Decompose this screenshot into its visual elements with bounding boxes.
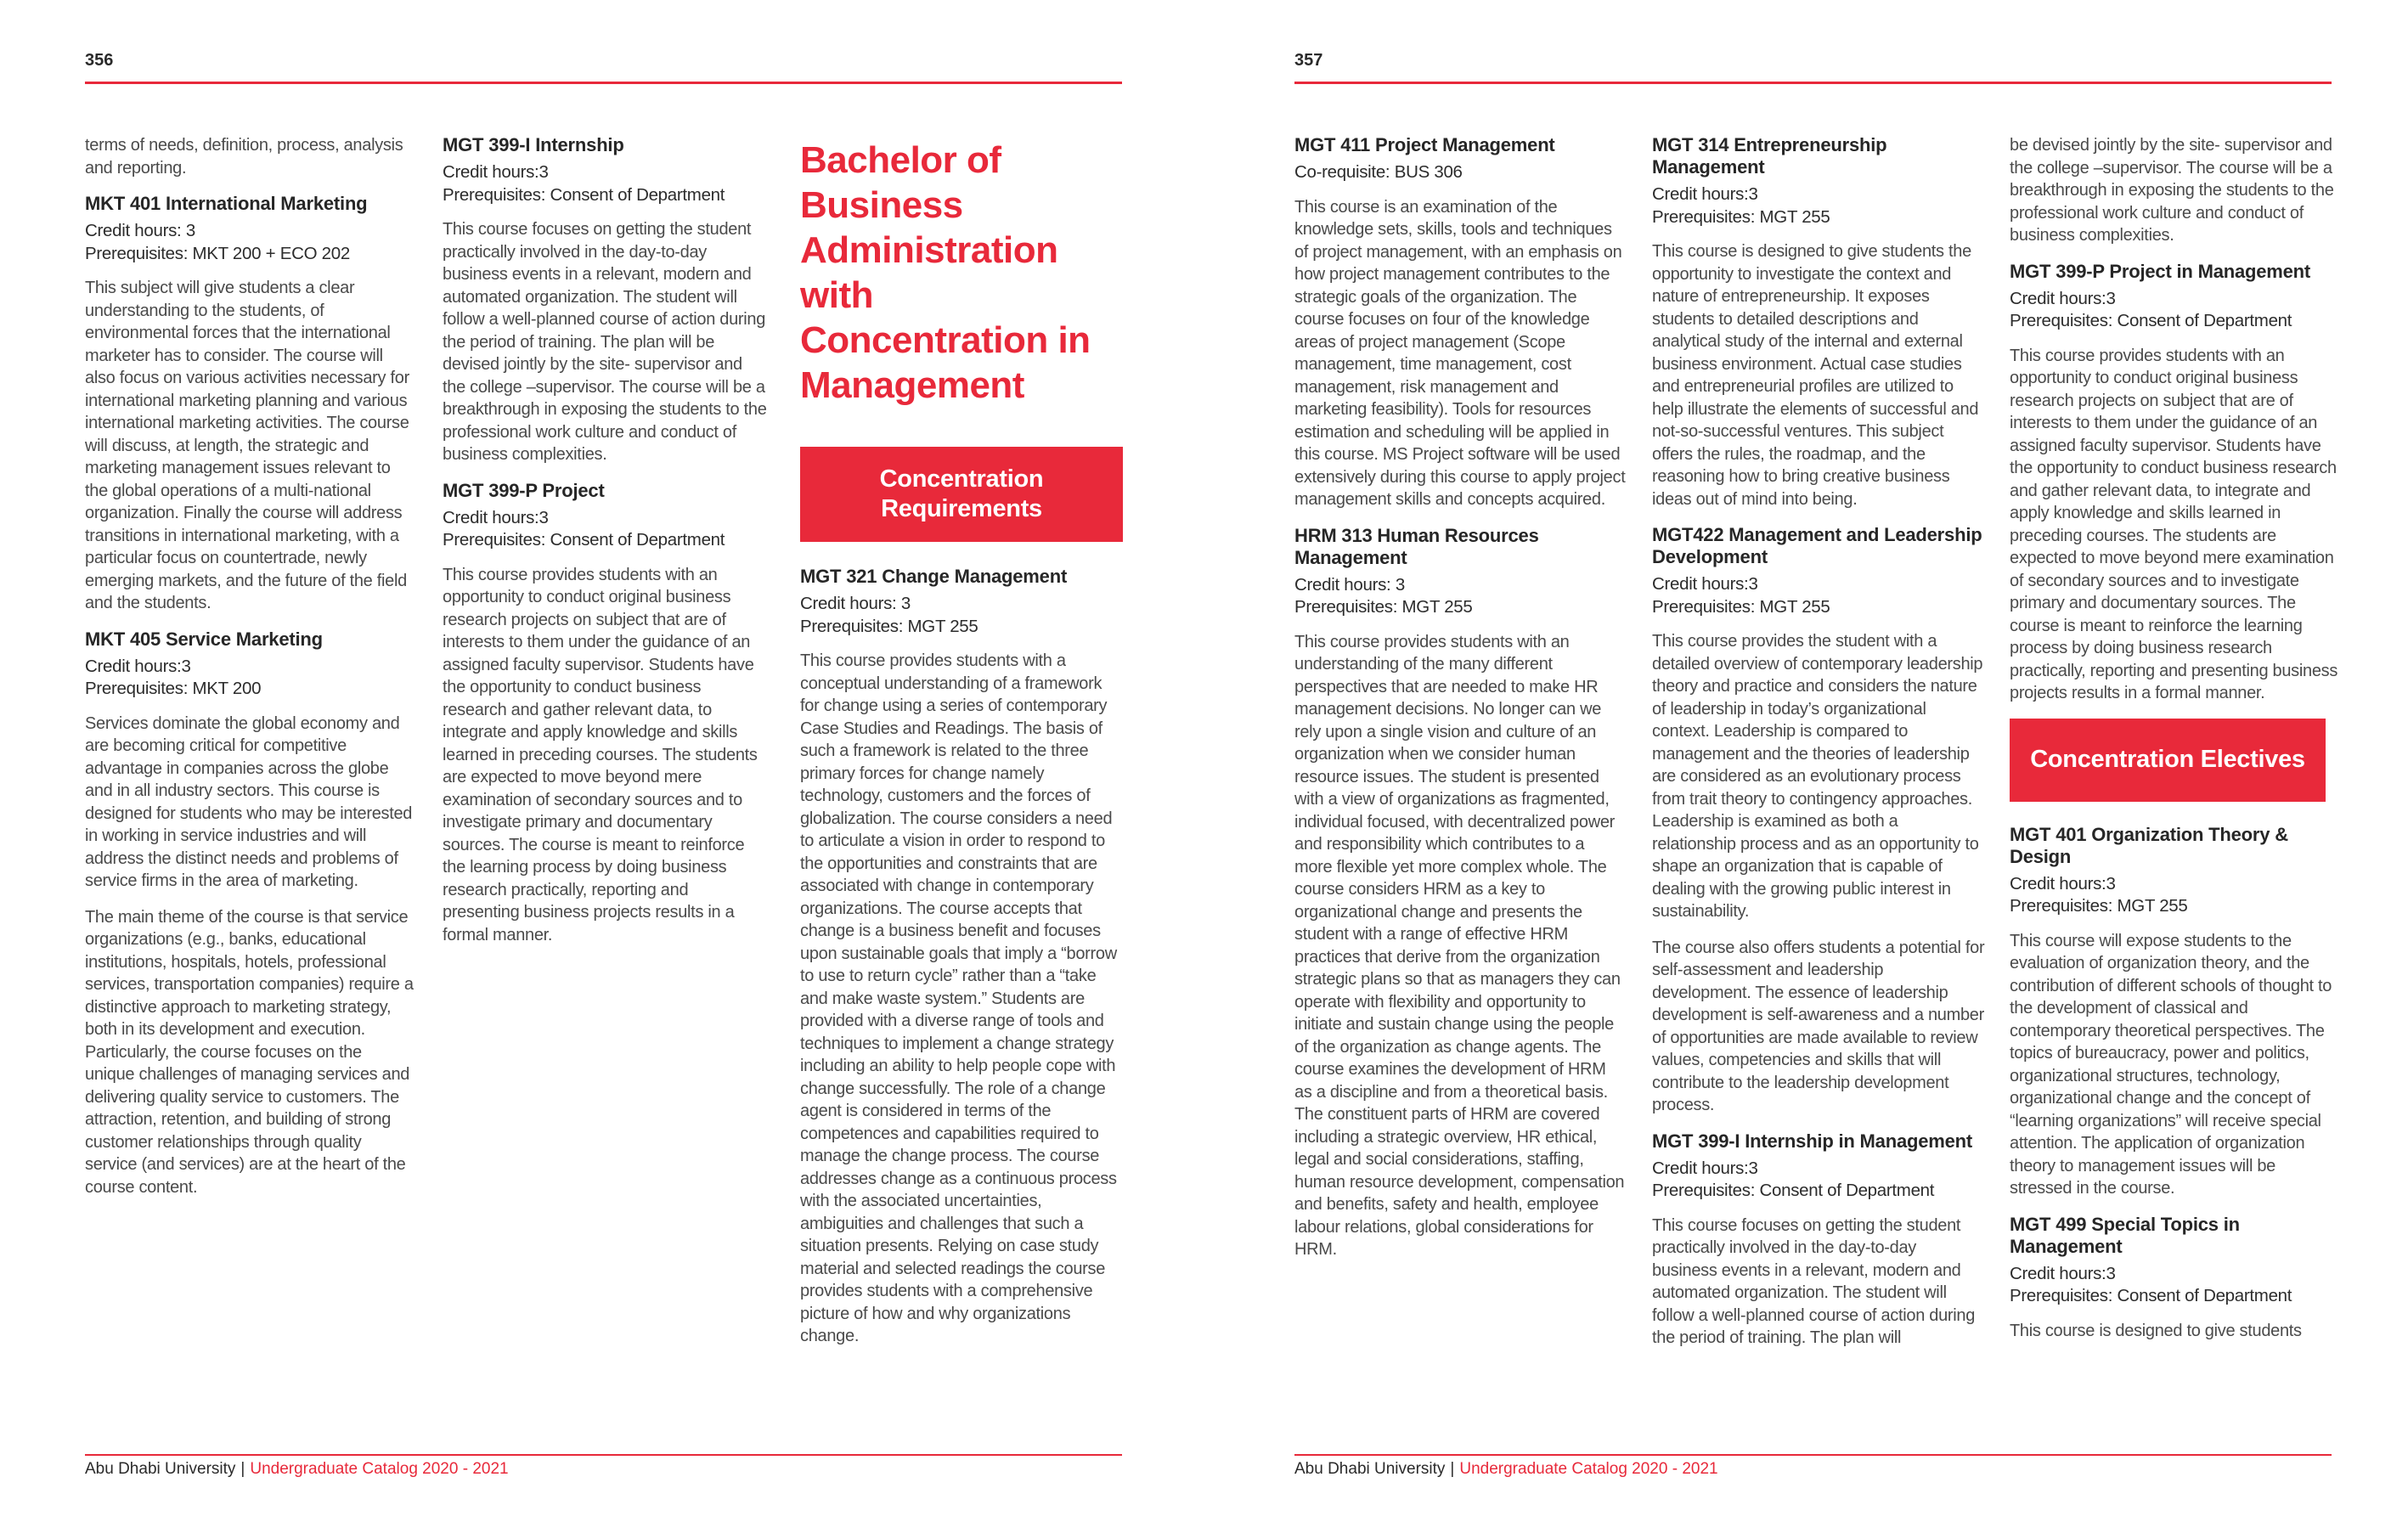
credit-hours: Credit hours: 3 xyxy=(85,221,195,240)
course-description: The course also offers students a potential for self-assessment and leadership development. The essence of leadership development is self-awareness and a number of opportunities are made available to review values, competencies and skills that will contribute to the leadership development process. xyxy=(1652,938,1985,1114)
prerequisites: Prerequisites: Consent of Department xyxy=(443,530,725,550)
footer-separator: | xyxy=(1450,1460,1455,1478)
prerequisites: Prerequisites: Consent of Department xyxy=(443,184,725,205)
prerequisites: Prerequisites: Consent of Department xyxy=(2010,1286,2292,1305)
course-title: MGT 314 Entrepreneurship Management xyxy=(1652,134,1887,178)
footer-university: Abu Dhabi University xyxy=(85,1460,236,1478)
course-title: MKT 405 Service Marketing xyxy=(85,628,323,650)
page-number: 356 xyxy=(85,51,114,70)
prerequisites: Prerequisites: Consent of Department xyxy=(1652,1181,1935,1200)
course-title: MGT422 Management and Leadership Development xyxy=(1652,524,1982,567)
course-description: This subject will give students a clear understanding to the students, of environmental forces that the international marketer has to consider. The course will also focus on various activities necessary for international marketing planning and various international marketing activities. The course will discuss, at length, the strategic and marketing management issues relevant to the global operations of a multi-national organization. Finally the course will address transitions in international marketing, with a particular focus on countertrade, newly emerging markets, and the future of the field and the students. xyxy=(85,279,409,612)
prerequisites: Prerequisites: MGT 255 xyxy=(1294,597,1473,617)
credit-hours: Credit hours:3 xyxy=(443,162,549,182)
credit-hours: Credit hours:3 xyxy=(1652,1158,1758,1178)
concentration-requirements-banner: Concentration Requirements xyxy=(800,447,1123,542)
course-meta xyxy=(2010,873,2339,918)
footer-catalog: Undergraduate Catalog 2020 - 2021 xyxy=(1459,1460,1718,1478)
course-description: This course provides students with an understanding of the many different perspectives that are needed to make HR management decisions. No longer can we rely upon a single vision and culture of an organization when we consider human resource issues. The student is presented with a view of organizations as fragmented, individual focused, with decentralized power and responsibility which contributes to a more flexible yet more complex whole. The course considers HRM as a key to organizational change and presents the student with a range of effective HRM practices that derive from the organization strategic plans so that as managers they can operate with flexibility and opportunity to initiate and sustain change using the people of the organization as change agents. The course examines the development of HRM as a discipline and from a theoretical basis. The constituent parts of HRM are covered including a strategic overview, HR ethical, legal and social considerations, staffing, human resource development, compensation and benefits, safety and health, employee labour relations, global considerations for HRM. xyxy=(1294,632,1625,1259)
course-meta xyxy=(1652,573,1985,618)
course-meta xyxy=(1294,161,1626,184)
footer-catalog: Undergraduate Catalog 2020 - 2021 xyxy=(250,1460,509,1478)
course-title: MGT 411 Project Management xyxy=(1294,134,1555,155)
course-description: This course focuses on getting the student practically involved in the day-to-day business events in a relevant, modern and automated organization. The student will follow a well-planned course of action during the period of training. The plan will be devised jointly by the site- supervisor and the college –supervisor. The course will be a breakthrough in exposing the students to the professional work culture and conduct of business complexities. xyxy=(443,220,767,464)
footer-rule xyxy=(1294,1454,2332,1456)
course-title: MGT 321 Change Management xyxy=(800,566,1068,587)
credit-hours: Credit hours:3 xyxy=(2010,1263,2116,1283)
course-description: This course will expose students to the evaluation of organization theory, and the contribution of different schools of thought to the development of classical and contemporary theoretical perspectives. The topics of bureaucracy, power and politics, organizational structures, technology, organizational change and the concept of “learning organizations” will receive special attention. The application of organization theory to management issues will be stressed in the course. xyxy=(2010,931,2332,1198)
course-meta xyxy=(1652,183,1985,228)
course-title: HRM 313 Human Resources Management xyxy=(1294,524,1539,568)
footer-separator: | xyxy=(240,1460,245,1478)
prerequisites: Prerequisites: MGT 255 xyxy=(800,616,978,636)
course-description: Services dominate the global economy and are becoming critical for competitive advantage in companies across the globe and in all industry sectors. This course is designed for students who may be interested in working in service industries and will address the distinct needs and problems of service firms in the area of marketing. xyxy=(85,713,413,890)
column-2 xyxy=(443,134,769,960)
course-title: MGT 399-I Internship xyxy=(443,134,624,155)
prerequisites: Prerequisites: MGT 255 xyxy=(2010,896,2188,916)
course-meta xyxy=(1294,574,1626,619)
prerequisites: Prerequisites: Consent of Department xyxy=(2010,311,2292,330)
course-meta xyxy=(1652,1158,1985,1203)
course-title: MGT 399-I Internship in Management xyxy=(1652,1130,1973,1152)
column-2 xyxy=(1652,134,1985,1363)
course-meta xyxy=(800,593,1123,638)
footer-rule xyxy=(85,1454,1122,1456)
course-description: This course is designed to give students xyxy=(2010,1321,2302,1340)
course-description: The main theme of the course is that service organizations (e.g., banks, educational institutions, hospitals, hotels, professional services, transportation companies) require a distinctive approach to marketing strategy, both in its development and execution. Particularly, the course focuses on the unique challenges of managing services and delivering quality service to customers. The attraction, retention, and building of strong customer relationships through quality service (and services) are at the heart of the course content. xyxy=(85,907,414,1197)
credit-hours: Credit hours:3 xyxy=(443,507,549,527)
header-rule xyxy=(1294,82,2332,84)
header-rule xyxy=(85,82,1122,84)
credit-hours: Credit hours:3 xyxy=(85,656,191,676)
credit-hours: Credit hours:3 xyxy=(2010,873,2116,894)
course-meta xyxy=(2010,1263,2339,1308)
corequisite: Co-requisite: BUS 306 xyxy=(1294,162,1463,182)
page-number: 357 xyxy=(1294,51,1323,70)
prerequisites: Prerequisites: MGT 255 xyxy=(1652,206,1830,227)
course-description: This course focuses on getting the student practically involved in the day-to-day business events in a relevant, modern and automated organization. The student will follow a well-planned course of action during the period of training. The plan will xyxy=(1652,1215,1976,1347)
course-description: This course provides the student with a detailed overview of contemporary leadership theory and practice and considers the nature of leadership in today’s organizational context. Leadership is compared to management and the theories of leadership are considered as an evolutionary process from trait theory to contingency approaches. Leadership is examined as both a relationship process and as an opportunity to shape an organization that is capable of dealing with the growing public interest in sustainability. xyxy=(1652,632,1983,921)
continued-text: terms of needs, definition, process, analysis and reporting. xyxy=(85,136,403,178)
course-meta xyxy=(85,656,414,701)
footer xyxy=(85,1460,509,1479)
concentration-electives-banner: Concentration Electives xyxy=(2010,719,2326,802)
course-description: This course provides students with a conceptual understanding of a framework for change using a series of contemporary Case Studies and Readings. The basis of such a framework is related to the three primary forces for change namely technology, customers and the forces of globalization. The course considers a need to articulate a vision in order to respond to the opportunities and constraints that are associated with change in contemporary organizations. The course accepts that change is a business benefit and focuses upon sustainable goals that imply a “borrow to use to return cycle” rather than a “take and make waste system.” Students are provided with a diverse range of tools and techniques to implement a change strategy including an ability to help people cope with change successfully. The role of a change agent is considered in terms of the competences and capabilities required to manage the change process. The course addresses change as a continuous process with the associated uncertainties, ambiguities and challenges that such a situation presents. Relying on case study material and selected readings the course provides students with a comprehensive picture of how and why organizations change. xyxy=(800,651,1117,1345)
right-page xyxy=(1204,0,2408,1539)
column-1 xyxy=(1294,134,1626,1275)
course-title: MKT 401 International Marketing xyxy=(85,193,368,214)
course-meta xyxy=(443,507,769,552)
credit-hours: Credit hours:3 xyxy=(1652,184,1758,204)
continued-text: be devised jointly by the site- supervisor and the college –supervisor. The course will be a breakthrough in exposing the students to the professional work culture and conduct of business complexities. xyxy=(2010,136,2334,245)
column-1 xyxy=(85,134,414,1212)
footer-university: Abu Dhabi University xyxy=(1294,1460,1446,1478)
course-meta xyxy=(85,220,414,265)
section-heading: Bachelor of Business Administration with Concentration in Management xyxy=(800,139,1091,406)
course-description: This course provides students with an opportunity to conduct original business research projects on subject that are of interests to them under the guidance of an assigned faculty supervisor. Students have the opportunity to conduct business research and gather relevant data, to integrate and apply knowledge and skills learned in preceding courses. The students are expected to move beyond mere examination of secondary sources and to investigate primary and documentary sources. The course is meant to reinforce the learning process by doing business research practically, reporting and presenting business projects results in a formal manner. xyxy=(443,565,758,944)
course-description: This course is an examination of the knowledge sets, skills, tools and techniques of project management, with an emphasis on how project management contributes to the strategic goals of the organization. The course focuses on four of the knowledge areas of project management (Scope management, time management, cost management, risk management and marketing feasibility). Tools for resources estimation and scheduling will be applied in this course. MS Project software will be used extensively during this course to apply project management skills and concepts acquired. xyxy=(1294,197,1626,509)
prerequisites: Prerequisites: MKT 200 xyxy=(85,679,262,698)
prerequisites: Prerequisites: MKT 200 + ECO 202 xyxy=(85,243,350,263)
course-meta xyxy=(2010,288,2339,333)
column-3 xyxy=(2010,134,2339,1356)
credit-hours: Credit hours:3 xyxy=(2010,288,2116,308)
credit-hours: Credit hours:3 xyxy=(1652,574,1758,594)
credit-hours: Credit hours: 3 xyxy=(800,594,911,613)
course-description: This course is designed to give students the opportunity to investigate the context and nature of entrepreneurship. It exposes students to detailed descriptions and analytical study of the internal and external business environment. Actual case studies and entrepreneurial profiles are utilized to help illustrate the elements of successful and not-so-successful ventures. This subject offers the rules, the roadmap, and the reasoning how to bring creative business ideas out of mind into being. xyxy=(1652,242,1979,509)
course-title: MGT 499 Special Topics in Management xyxy=(2010,1213,2240,1257)
course-title: MGT 399-P Project xyxy=(443,479,605,501)
course-description: This course provides students with an opportunity to conduct original business research projects on subject that are of interests to them under the guidance of an assigned faculty supervisor. Students have the opportunity to conduct business research and gather relevant data, to integrate and apply knowledge and skills learned in preceding courses. The students are expected to move beyond mere examination of secondary sources and to investigate primary and documentary sources. The course is meant to reinforce the learning process by doing business research practically, reporting and presenting business projects results in a formal manner. xyxy=(2010,346,2338,702)
course-title: MGT 401 Organization Theory & Design xyxy=(2010,823,2288,867)
course-title: MGT 399-P Project in Management xyxy=(2010,260,2311,282)
prerequisites: Prerequisites: MGT 255 xyxy=(1652,596,1830,617)
course-meta xyxy=(443,161,769,206)
credit-hours: Credit hours: 3 xyxy=(1294,574,1405,595)
column-3 xyxy=(800,138,1123,1361)
footer xyxy=(1294,1460,1718,1479)
